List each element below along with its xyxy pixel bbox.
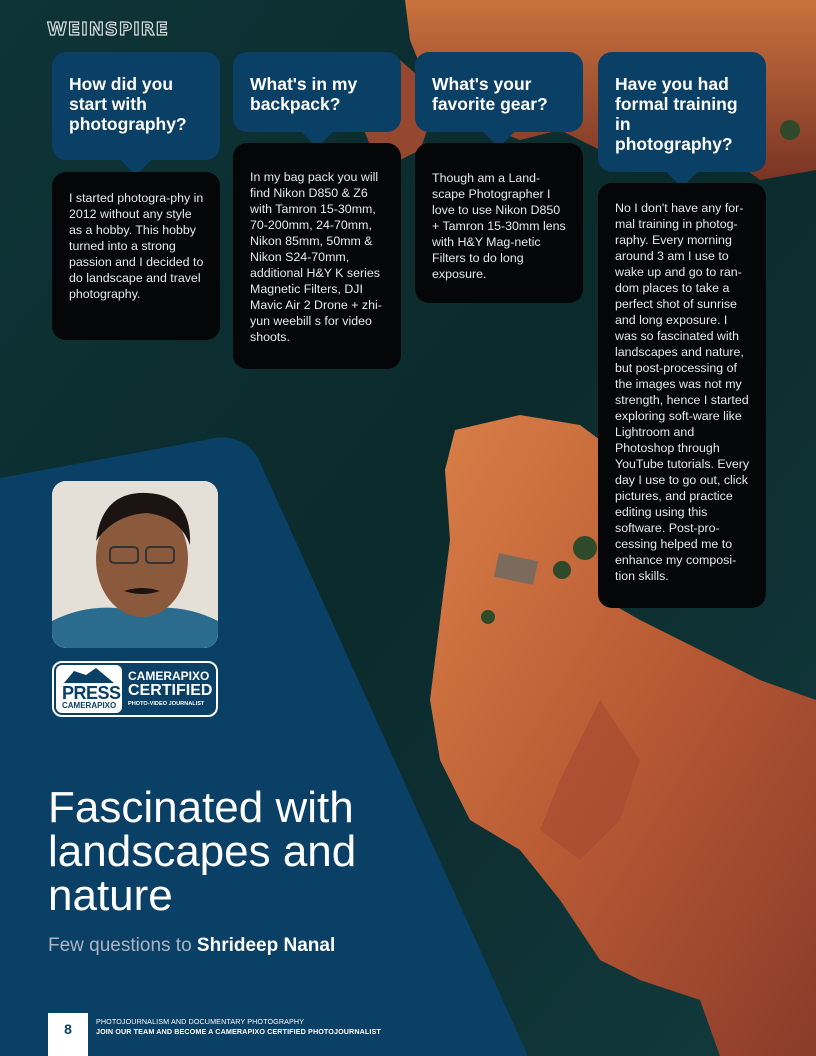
camerapixo-certified-badge — [52, 661, 218, 717]
footer-line-2: JOIN OUR TEAM AND BECOME A CAMERAPIXO CERTIFIED PHOTOJOURNALIST — [96, 1027, 381, 1036]
question-card-4 — [598, 52, 766, 172]
subtitle-name: Shrideep Nanal — [196, 935, 336, 956]
answer-card-4 — [598, 183, 766, 608]
badge-press-text: PRESS — [62, 683, 121, 703]
answer-2: In my bag pack you will find Nikon D850 & Z6 with Tamron 15-30mm, 70-200mm, 24-70mm, Nikon 85mm, 50mm & Nikon S24-70mm, additional H&Y K series Magnetic Filters, DJI Mavic Air 2 Drone + zhi-yun weebill s for video shoots. — [250, 170, 382, 344]
question-card-2 — [233, 52, 401, 132]
question-card-3 — [415, 52, 583, 132]
camera-icon — [56, 665, 122, 685]
press-logo-box — [56, 665, 122, 713]
answer-card-3 — [415, 143, 583, 303]
question-1: How did you start with photography? — [69, 74, 187, 134]
badge-camerapixo-small: CAMERAPIXO — [62, 701, 117, 710]
answer-3: Though am a Land-scape Photographer I love to use Nikon D850 + Tamron 15-30mm lens with H&Y Mag-netic Filters to do long exposure. — [432, 171, 566, 281]
question-2: What's in my backpack? — [250, 74, 358, 114]
answer-card-2 — [233, 143, 401, 369]
question-4: Have you had formal training in photography? — [615, 74, 738, 154]
article-subtitle — [48, 935, 335, 957]
question-card-1 — [52, 52, 220, 160]
brand-logo: WEINSPIRE — [47, 19, 169, 40]
page-number: 8 — [48, 1013, 88, 1056]
answer-1: I started photogra-phy in 2012 without any style as a hobby. This hobby turned into a strong passion and I decided to do landscape and travel photography. — [69, 191, 204, 301]
subtitle-prefix: Few questions to — [48, 935, 197, 956]
question-3: What's your favorite gear? — [432, 74, 548, 114]
badge-line-2: CERTIFIED — [128, 682, 213, 699]
answer-4: No I don't have any for-mal training in photog-raphy. Every morning around 3 am I use to wake up and go to ran-dom places to take a perfect shot of sunrise and long exposure. I was so fascinated with landscapes and nature, but post-processing of the images was not my strength, hence I started exploring soft-ware like Lightroom and Photoshop through YouTube tutorials. Every day I use to go out, click pictures, and practice editing using this software. Post-pro-cessing helped me to enhance my composi-tion skills. — [615, 201, 750, 583]
answer-card-1 — [52, 172, 220, 340]
article-title: Fascinated with landscapes and nature — [48, 783, 357, 920]
badge-line-1: CAMERAPIXO — [128, 669, 210, 683]
badge-line-3: PHOTO-VIDEO JOURNALIST — [128, 701, 205, 707]
author-portrait — [52, 481, 218, 648]
portrait-illustration — [52, 481, 218, 648]
footer-line-1: PHOTOJOURNALISM AND DOCUMENTARY PHOTOGRAPHY — [96, 1017, 305, 1026]
